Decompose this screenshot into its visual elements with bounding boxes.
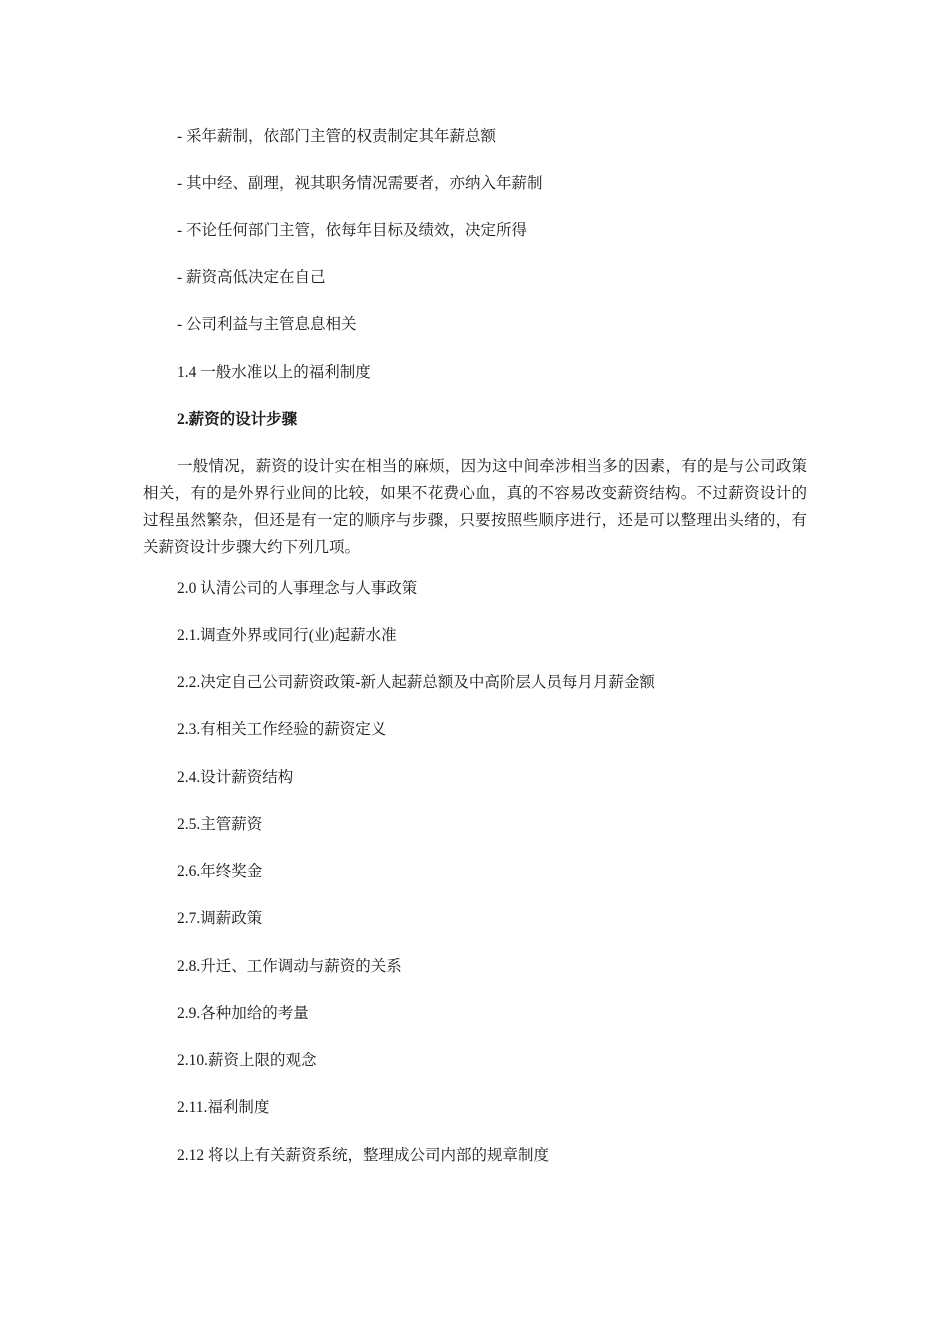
step-item: 2.12 将以上有关薪资系统，整理成公司内部的规章制度: [177, 1147, 550, 1164]
step-item: 2.6.年终奖金: [177, 863, 263, 880]
step-item: 2.1.调查外界或同行(业)起薪水准: [177, 627, 397, 644]
bullet-line: - 薪资高低决定在自己: [177, 269, 326, 286]
bullet-line: - 公司利益与主管息息相关: [177, 316, 357, 333]
step-item: 2.2.决定自己公司薪资政策-新人起薪总额及中高阶层人员每月月薪金额: [177, 674, 655, 691]
step-item: 2.0 认清公司的人事理念与人事政策: [177, 580, 418, 597]
step-item: 2.7.调薪政策: [177, 910, 263, 927]
step-item: 2.3.有相关工作经验的薪资定义: [177, 721, 387, 738]
step-item: 2.8.升迁、工作调动与薪资的关系: [177, 958, 402, 975]
step-item: 2.10.薪资上限的观念: [177, 1052, 317, 1069]
bullet-line: - 采年薪制，依部门主管的权责制定其年薪总额: [177, 128, 497, 145]
item-1-4: 1.4 一般水准以上的福利制度: [177, 364, 371, 381]
intro-paragraph: 一般情况，薪资的设计实在相当的麻烦，因为这中间牵涉相当多的因素，有的是与公司政策相关，有的是外界行业间的比较，如果不花费心血，真的不容易改变薪资结构。不过薪资设计的过程虽然繁杂，但还是有一定的顺序与步骤，只要按照些顺序进行，还是可以整理出头绪的，有关薪资设计步骤大约下列几项。: [143, 458, 807, 556]
bullet-line: - 不论任何部门主管，依每年目标及绩效，决定所得: [177, 222, 528, 239]
step-item: 2.9.各种加给的考量: [177, 1005, 309, 1022]
step-item: 2.11.福利制度: [177, 1099, 270, 1116]
step-item: 2.5.主管薪资: [177, 816, 263, 833]
bullet-line: - 其中经、副理，视其职务情况需要者，亦纳入年薪制: [177, 175, 543, 192]
section-heading: 2.薪资的设计步骤: [177, 411, 298, 428]
step-item: 2.4.设计薪资结构: [177, 769, 294, 786]
